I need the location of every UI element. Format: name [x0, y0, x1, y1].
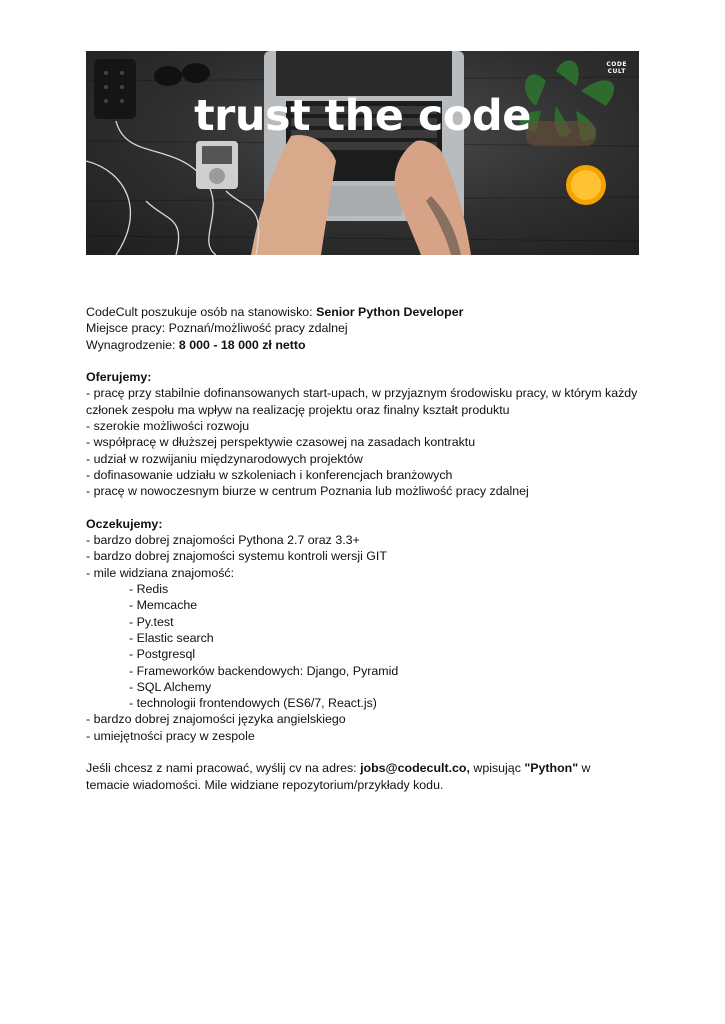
- offer-item: - szerokie możliwości rozwoju: [86, 419, 250, 434]
- logo-bottom-text: CULT: [607, 68, 626, 75]
- offer-item: - dofinasowanie udziału w szkoleniach i konferencjach branżowych: [86, 467, 453, 482]
- logo-top-text: CODE: [606, 61, 627, 68]
- offer-item: - udział w rozwijaniu międzynarodowych projektów: [86, 451, 363, 466]
- banner-photo: [86, 51, 639, 255]
- contact-email[interactable]: jobs@codecult.co,: [360, 761, 470, 776]
- salary-line: [86, 337, 646, 353]
- contact-paragraph: [86, 760, 631, 793]
- position-title: Senior Python Developer: [316, 305, 464, 319]
- salary-value: 8 000 - 18 000 zł netto: [178, 337, 306, 352]
- expect-item: - bardzo dobrej znajomości Pythona 2.7 oraz 3.3+: [86, 533, 360, 548]
- banner-title: trust the code: [194, 91, 531, 141]
- job-offer-text: [86, 304, 646, 793]
- offer-item: - pracę przy stabilnie dofinansowanych start-upach, w przyjaznym środowisku pracy, w którym każdy członek zespołu ma wpływ na realizację projektu oraz finalny kształt produktu: [86, 386, 638, 417]
- nice-to-have-item: - SQL Alchemy: [129, 679, 212, 694]
- nice-to-have-item: - Memcache: [129, 598, 198, 613]
- position-prefix: CodeCult poszukuje osób na stanowisko:: [86, 305, 317, 319]
- nice-to-have-item: - technologii frontendowych (ES6/7, React.js): [129, 696, 377, 711]
- offer-item: - pracę w nowoczesnym biurze w centrum Poznania lub możliwość pracy zdalnej: [86, 484, 529, 499]
- contact-prefix: Jeśli chcesz z nami pracować, wyślij cv na adres:: [86, 761, 361, 776]
- contact-middle: wpisując: [469, 761, 525, 776]
- expect-item: - bardzo dobrej znajomości języka angielskiego: [86, 712, 346, 727]
- expect-item: - mile widziana znajomość:: [86, 565, 235, 580]
- expect-item: - umiejętności pracy w zespole: [86, 728, 255, 743]
- codecult-logo: [606, 61, 627, 75]
- offer-heading: Oferujemy:: [86, 370, 152, 385]
- nice-to-have-item: - Postgresql: [129, 647, 196, 662]
- nice-to-have-item: - Py.test: [129, 614, 174, 629]
- position-line: [86, 304, 646, 320]
- expect-item: - bardzo dobrej znajomości systemu kontroli wersji GIT: [86, 549, 387, 564]
- nice-to-have-item: - Elastic search: [129, 630, 214, 645]
- expect-heading: Oczekujemy:: [86, 516, 163, 531]
- nice-to-have-item: - Redis: [129, 582, 169, 597]
- location-line: Miejsce pracy: Poznań/możliwość pracy zdalnej: [86, 321, 348, 336]
- banner-image: [86, 51, 639, 255]
- contact-suffix: w temacie wiadomości. Mile widziane repozytorium/przykłady kodu.: [86, 761, 591, 792]
- nice-to-have-item: - Frameworków backendowych: Django, Pyramid: [129, 663, 399, 678]
- contact-keyword: "Python": [524, 761, 579, 776]
- salary-prefix: Wynagrodzenie:: [86, 337, 179, 352]
- offer-item: - współpracę w dłuższej perspektywie czasowej na zasadach kontraktu: [86, 435, 476, 450]
